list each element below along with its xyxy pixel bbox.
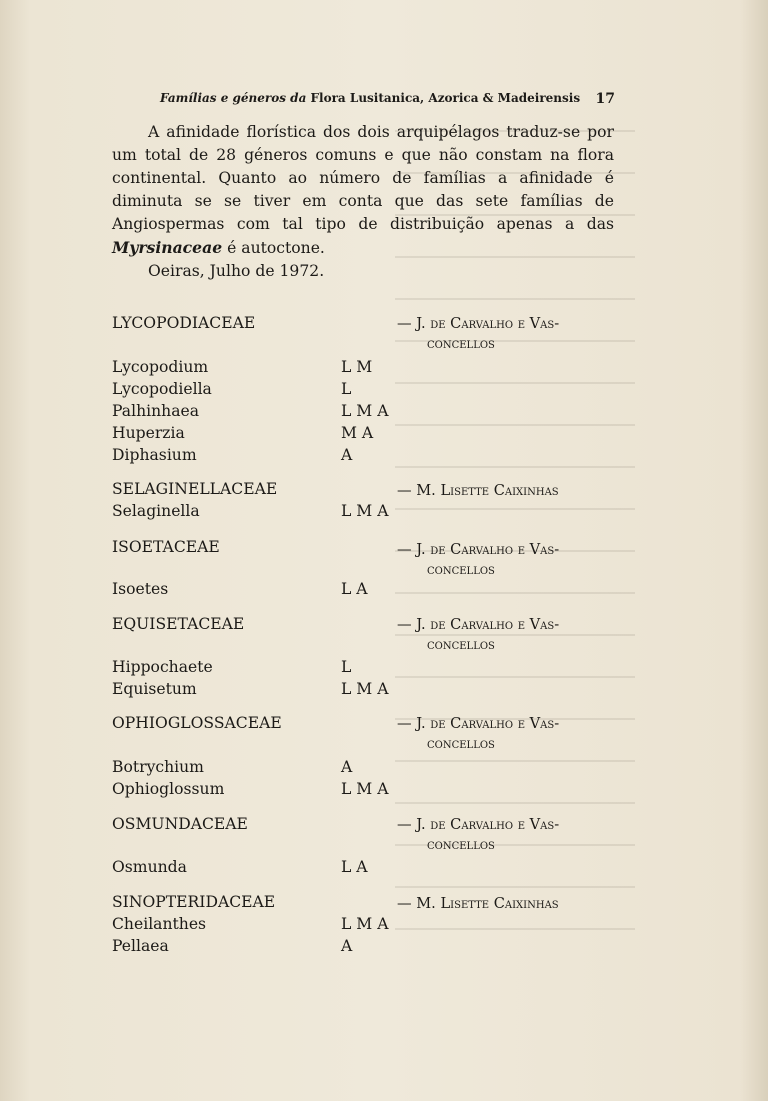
genus-name: Isoetes <box>112 580 169 598</box>
genus-name: Huperzia <box>112 424 185 442</box>
genus-distribution: L A <box>341 858 368 876</box>
author-line-1: — J. de Carvalho e Vas- <box>397 616 560 633</box>
family-name: SINOPTERIDACEAE <box>112 893 276 911</box>
genus-name: Pellaea <box>112 937 169 955</box>
author-line-2: concellos <box>427 836 495 853</box>
genus-distribution: L M A <box>341 680 389 698</box>
genus-distribution: M A <box>341 424 374 442</box>
genus-distribution: L A <box>341 580 368 598</box>
signature-line: Oeiras, Julho de 1972. <box>148 262 325 280</box>
header-title-rest: Flora Lusitanica, Azorica & Madeirensis <box>310 91 581 105</box>
genus-distribution: L M A <box>341 402 389 420</box>
genus-name: Ophioglossum <box>112 780 225 798</box>
author-line-1: — J. de Carvalho e Vas- <box>397 816 560 833</box>
genus-distribution: L <box>341 380 352 398</box>
family-author <box>397 815 617 855</box>
genus-name: Equisetum <box>112 680 197 698</box>
intro-text-start: A afinidade florística dos dois arquipélagos traduz-se por um total de 28 géneros comuns e que não constam na flora continental. Quanto ao número de famílias a afinidade é diminuta se se tiver em conta que das sete famílias de Angiospermas com tal tipo de distribuição apenas a das <box>112 123 614 233</box>
family-author <box>397 540 617 580</box>
genus-name: Osmunda <box>112 858 187 876</box>
intro-text-italic: Myrsinaceae <box>112 238 223 257</box>
intro-text <box>112 121 614 260</box>
author-line-2: concellos <box>427 335 495 352</box>
genus-name: Palhinhaea <box>112 402 200 420</box>
author-line-1: — J. de Carvalho e Vas- <box>397 541 560 558</box>
genus-distribution: A <box>341 758 353 776</box>
genus-distribution: L M A <box>341 502 389 520</box>
genus-name: Lycopodium <box>112 358 209 376</box>
family-name: LYCOPODIACEAE <box>112 314 256 332</box>
genus-name: Cheilanthes <box>112 915 207 933</box>
running-header <box>160 91 615 105</box>
family-author <box>397 714 617 754</box>
family-author <box>397 615 617 655</box>
author-line-1: — J. de Carvalho e Vas- <box>397 315 560 332</box>
family-author <box>397 314 617 354</box>
family-name: EQUISETACEAE <box>112 615 245 633</box>
family-name: SELAGINELLACEAE <box>112 480 278 498</box>
family-name: ISOETACEAE <box>112 538 220 556</box>
author-line-2: concellos <box>427 561 495 578</box>
author-line-1: — J. de Carvalho e Vas- <box>397 715 560 732</box>
author-line-2: concellos <box>427 735 495 752</box>
family-author <box>397 481 617 501</box>
genus-distribution: L M A <box>341 915 389 933</box>
header-title-italic: Famílias e géneros da <box>160 91 307 105</box>
author-line-1: — M. Lisette Caixinhas <box>397 482 559 499</box>
intro-paragraph <box>112 121 614 283</box>
family-author <box>397 894 617 914</box>
genus-distribution: L <box>341 658 352 676</box>
author-line-1: — M. Lisette Caixinhas <box>397 895 559 912</box>
genus-name: Selaginella <box>112 502 200 520</box>
family-name: OSMUNDACEAE <box>112 815 248 833</box>
genus-name: Hippochaete <box>112 658 213 676</box>
intro-text-end: é autoctone. <box>227 239 325 257</box>
genus-distribution: L M A <box>341 780 389 798</box>
author-line-2: concellos <box>427 636 495 653</box>
genus-distribution: L M <box>341 358 373 376</box>
genus-distribution: A <box>341 446 353 464</box>
page-number: 17 <box>595 91 615 107</box>
family-name: OPHIOGLOSSACEAE <box>112 714 282 732</box>
genus-name: Diphasium <box>112 446 197 464</box>
genus-name: Botrychium <box>112 758 204 776</box>
genus-distribution: A <box>341 937 353 955</box>
genus-name: Lycopodiella <box>112 380 212 398</box>
